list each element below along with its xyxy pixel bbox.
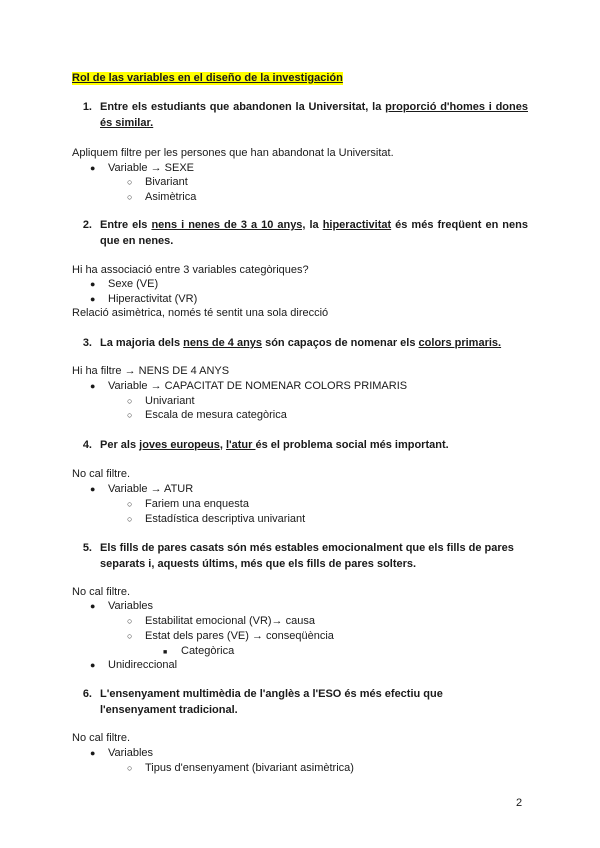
list-item: ● Variable → CAPACITAT DE NOMENAR COLORS PRIMARIS <box>90 380 408 392</box>
question-text: Per als joves europeus, l'atur és el problema social més important. <box>100 439 449 451</box>
question-5 <box>72 540 528 572</box>
circle-bullet-icon: ○ <box>127 177 133 187</box>
list-item: ○ Estat dels pares (VE) → conseqüència <box>127 630 334 642</box>
circle-bullet-icon: ○ <box>127 410 133 420</box>
list-item: ● Variables <box>90 600 154 612</box>
paragraph: Hi ha filtre → NENS DE 4 ANYS <box>72 365 230 377</box>
question-text: La majoria dels nens de 4 anys són capaços de nomenar els colors primaris. <box>100 337 502 349</box>
paragraph: No cal filtre. <box>72 732 131 744</box>
list-item: ● Hiperactivitat (VR) <box>90 293 198 305</box>
bullet-icon: ● <box>90 294 96 304</box>
list-item: ● Unidireccional <box>90 659 178 671</box>
question-1 <box>72 99 528 131</box>
question-text: Els fills de pares casats són més estables emocionalment que els fills de pares separats i, aquests últims, més que els fills de pares solters. <box>100 542 514 570</box>
question-4 <box>72 437 528 453</box>
bullet-icon: ● <box>90 163 96 173</box>
bullet-icon: ● <box>90 279 96 289</box>
list-item: ○ Tipus d'ensenyament (bivariant asimètrica) <box>127 762 354 774</box>
circle-bullet-icon: ○ <box>127 499 133 509</box>
circle-bullet-icon: ○ <box>127 396 133 406</box>
circle-bullet-icon: ○ <box>127 631 133 641</box>
question-text: Entre els estudiants que abandonen la Universitat, la proporció d'homes i dones és similar. <box>100 101 528 129</box>
page-title: Rol de las variables en el diseño de la investigación <box>72 72 343 84</box>
list-item: ● Variable → SEXE <box>90 162 195 174</box>
list-item: ○ Escala de mesura categòrica <box>127 409 287 421</box>
question-number: 6. <box>82 688 92 700</box>
question-text: L'ensenyament multimèdia de l'anglès a l'ESO és més efectiu que l'ensenyament tradicional. <box>100 688 443 716</box>
bullet-icon: ● <box>90 484 96 494</box>
list-item: ● Variables <box>90 747 154 759</box>
question-6 <box>72 686 472 718</box>
circle-bullet-icon: ○ <box>127 192 133 202</box>
paragraph: No cal filtre. <box>72 586 131 598</box>
question-number: 4. <box>82 439 92 451</box>
question-text: Entre els nens i nenes de 3 a 10 anys, la hiperactivitat és més freqüent en nens que en nenes. <box>100 219 528 247</box>
bullet-icon: ● <box>90 381 96 391</box>
circle-bullet-icon: ○ <box>127 616 133 626</box>
question-number: 3. <box>82 337 92 349</box>
question-2 <box>72 217 528 249</box>
bullet-icon: ● <box>90 601 96 611</box>
question-3 <box>72 335 528 351</box>
list-item: ○ Fariem una enquesta <box>127 498 249 510</box>
circle-bullet-icon: ○ <box>127 763 133 773</box>
paragraph: No cal filtre. <box>72 468 131 480</box>
question-number: 5. <box>82 542 92 554</box>
paragraph: Apliquem filtre per les persones que han abandonat la Universitat. <box>72 147 394 159</box>
list-item: ○ Asimètrica <box>127 191 197 203</box>
circle-bullet-icon: ○ <box>127 514 133 524</box>
question-number: 1. <box>82 101 92 113</box>
square-bullet-icon: ■ <box>163 649 168 656</box>
paragraph: Hi ha associació entre 3 variables categòriques? <box>72 264 309 276</box>
bullet-icon: ● <box>90 660 96 670</box>
bullet-icon: ● <box>90 748 96 758</box>
list-item: ○ Estabilitat emocional (VR)→ causa <box>127 615 315 627</box>
list-item: ○ Estadística descriptiva univariant <box>127 513 306 525</box>
page-number: 2 <box>516 797 523 809</box>
list-item: ● Sexe (VE) <box>90 278 159 290</box>
list-item: ■ Categòrica <box>163 644 234 660</box>
paragraph: Relació asimètrica, només té sentit una sola direcció <box>72 307 329 319</box>
question-number: 2. <box>82 219 92 231</box>
list-item: ○ Bivariant <box>127 176 188 188</box>
list-item: ○ Univariant <box>127 395 195 407</box>
list-item: ● Variable → ATUR <box>90 483 194 495</box>
